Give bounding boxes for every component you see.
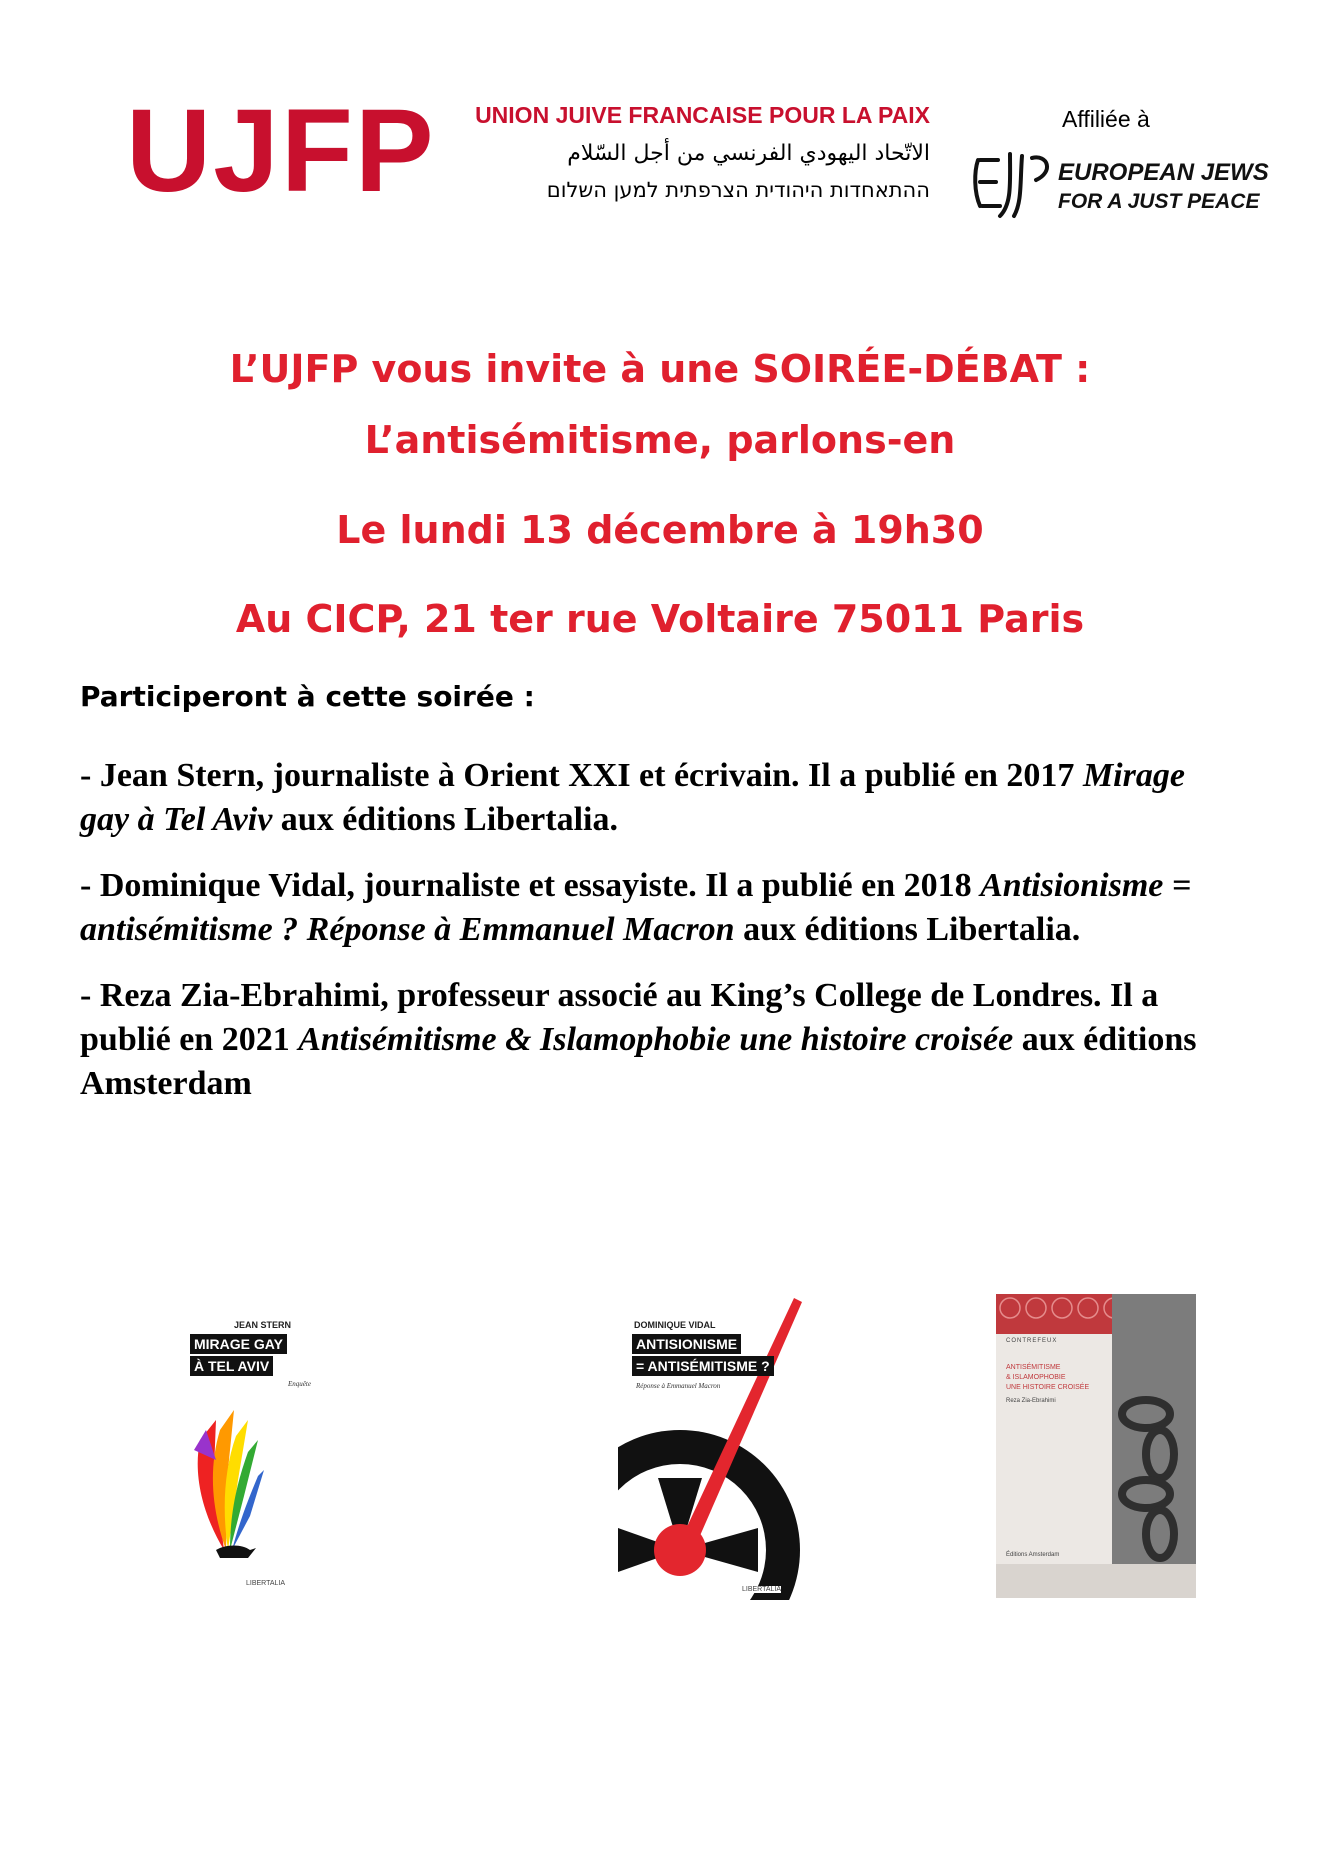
- cover-title-line2: = ANTISÉMITISME ?: [632, 1356, 774, 1376]
- cover-subtitle: Réponse à Emmanuel Macron: [636, 1382, 721, 1390]
- cover-series: CONTREFEUX: [1006, 1338, 1058, 1344]
- participant-text: aux éditions Libertalia.: [272, 801, 618, 838]
- cover-title-line1: ANTISIONISME: [632, 1334, 741, 1354]
- rainbow-flame-image: [186, 1400, 266, 1560]
- cover-title-line2: & ISLAMOPHOBIE: [1006, 1374, 1066, 1381]
- headline-topic: L’antisémitisme, parlons-en: [364, 418, 956, 462]
- ujfp-logo: UJFP: [126, 85, 436, 217]
- header: [0, 0, 1320, 260]
- org-name-ar: الاتّحاد اليهودي الفرنسي من أجل السّلام: [567, 141, 930, 166]
- cover-publisher: LIBERTALIA: [246, 1580, 286, 1587]
- cover-author: DOMINIQUE VIDAL: [634, 1320, 716, 1330]
- cover-antisionisme: [618, 1298, 806, 1600]
- cover-subtitle: Enquête: [288, 1380, 311, 1388]
- participant-text: - Dominique Vidal, journaliste et essayiste. Il a publié en 2018: [80, 867, 981, 904]
- cover-publisher: Éditions Amsterdam: [1006, 1552, 1060, 1558]
- event-venue: Au CICP, 21 ter rue Voltaire 75011 Paris: [235, 597, 1085, 641]
- org-name-he: ההתאחדות היהודית הצרפתית למען השלום: [546, 178, 930, 202]
- ejjp-line2: FOR A JUST PEACE: [1058, 190, 1260, 213]
- participant-text: - Jean Stern, journaliste à Orient XXI et écrivain. Il a publié en 2017: [80, 757, 1083, 794]
- participant-reza-zia-ebrahimi: [80, 974, 1220, 1106]
- participant-text: aux éditions Amsterdam: [80, 1021, 1197, 1102]
- participants-intro: Participeront à cette soirée :: [80, 680, 535, 713]
- book-covers: [0, 1280, 1320, 1610]
- participant-jean-stern: [80, 754, 1220, 842]
- headline-invite: L’UJFP vous invite à une SOIRÉE-DÉBAT :: [229, 347, 1091, 391]
- book-title: Mirage gay à Tel Aviv: [80, 757, 1185, 838]
- ejjp-line1: EUROPEAN JEWS: [1058, 159, 1269, 186]
- affiliation-label: Affiliée à: [1062, 106, 1150, 132]
- book-title: Antisionisme = antisémitisme ? Réponse à Emmanuel Macron: [80, 867, 1192, 948]
- org-names: [470, 102, 930, 202]
- ejjp-logo: [970, 142, 1270, 222]
- participant-text: aux éditions Libertalia.: [734, 911, 1081, 948]
- cover-publisher: LIBERTALIA: [742, 1586, 782, 1593]
- cover-title-line3: UNE HISTOIRE CROISÉE: [1006, 1384, 1090, 1391]
- participant-dominique-vidal: [80, 864, 1220, 952]
- org-name-fr: UNION JUIVE FRANCAISE POUR LA PAIX: [475, 102, 930, 128]
- book-title: Antisémitisme & Islamophobie une histoire croisée: [298, 1021, 1014, 1058]
- cover-title-line2: À TEL AVIV: [190, 1356, 273, 1376]
- cover-author: JEAN STERN: [234, 1320, 292, 1330]
- cover-mirage-gay: [176, 1290, 340, 1600]
- event-date: Le lundi 13 décembre à 19h30: [336, 508, 984, 552]
- participant-text: - Reza Zia-Ebrahimi, professeur associé au King’s College de Londres. Il a publié en 2021: [80, 977, 1159, 1058]
- cover-author: Reza Zia-Ebrahimi: [1006, 1398, 1056, 1404]
- participants-list: [80, 754, 1220, 1128]
- cover-antisemitisme-islamophobie: [996, 1294, 1196, 1598]
- cover-title-line1: ANTISÉMITISME: [1006, 1364, 1061, 1371]
- cover-title-line1: MIRAGE GAY: [190, 1334, 287, 1354]
